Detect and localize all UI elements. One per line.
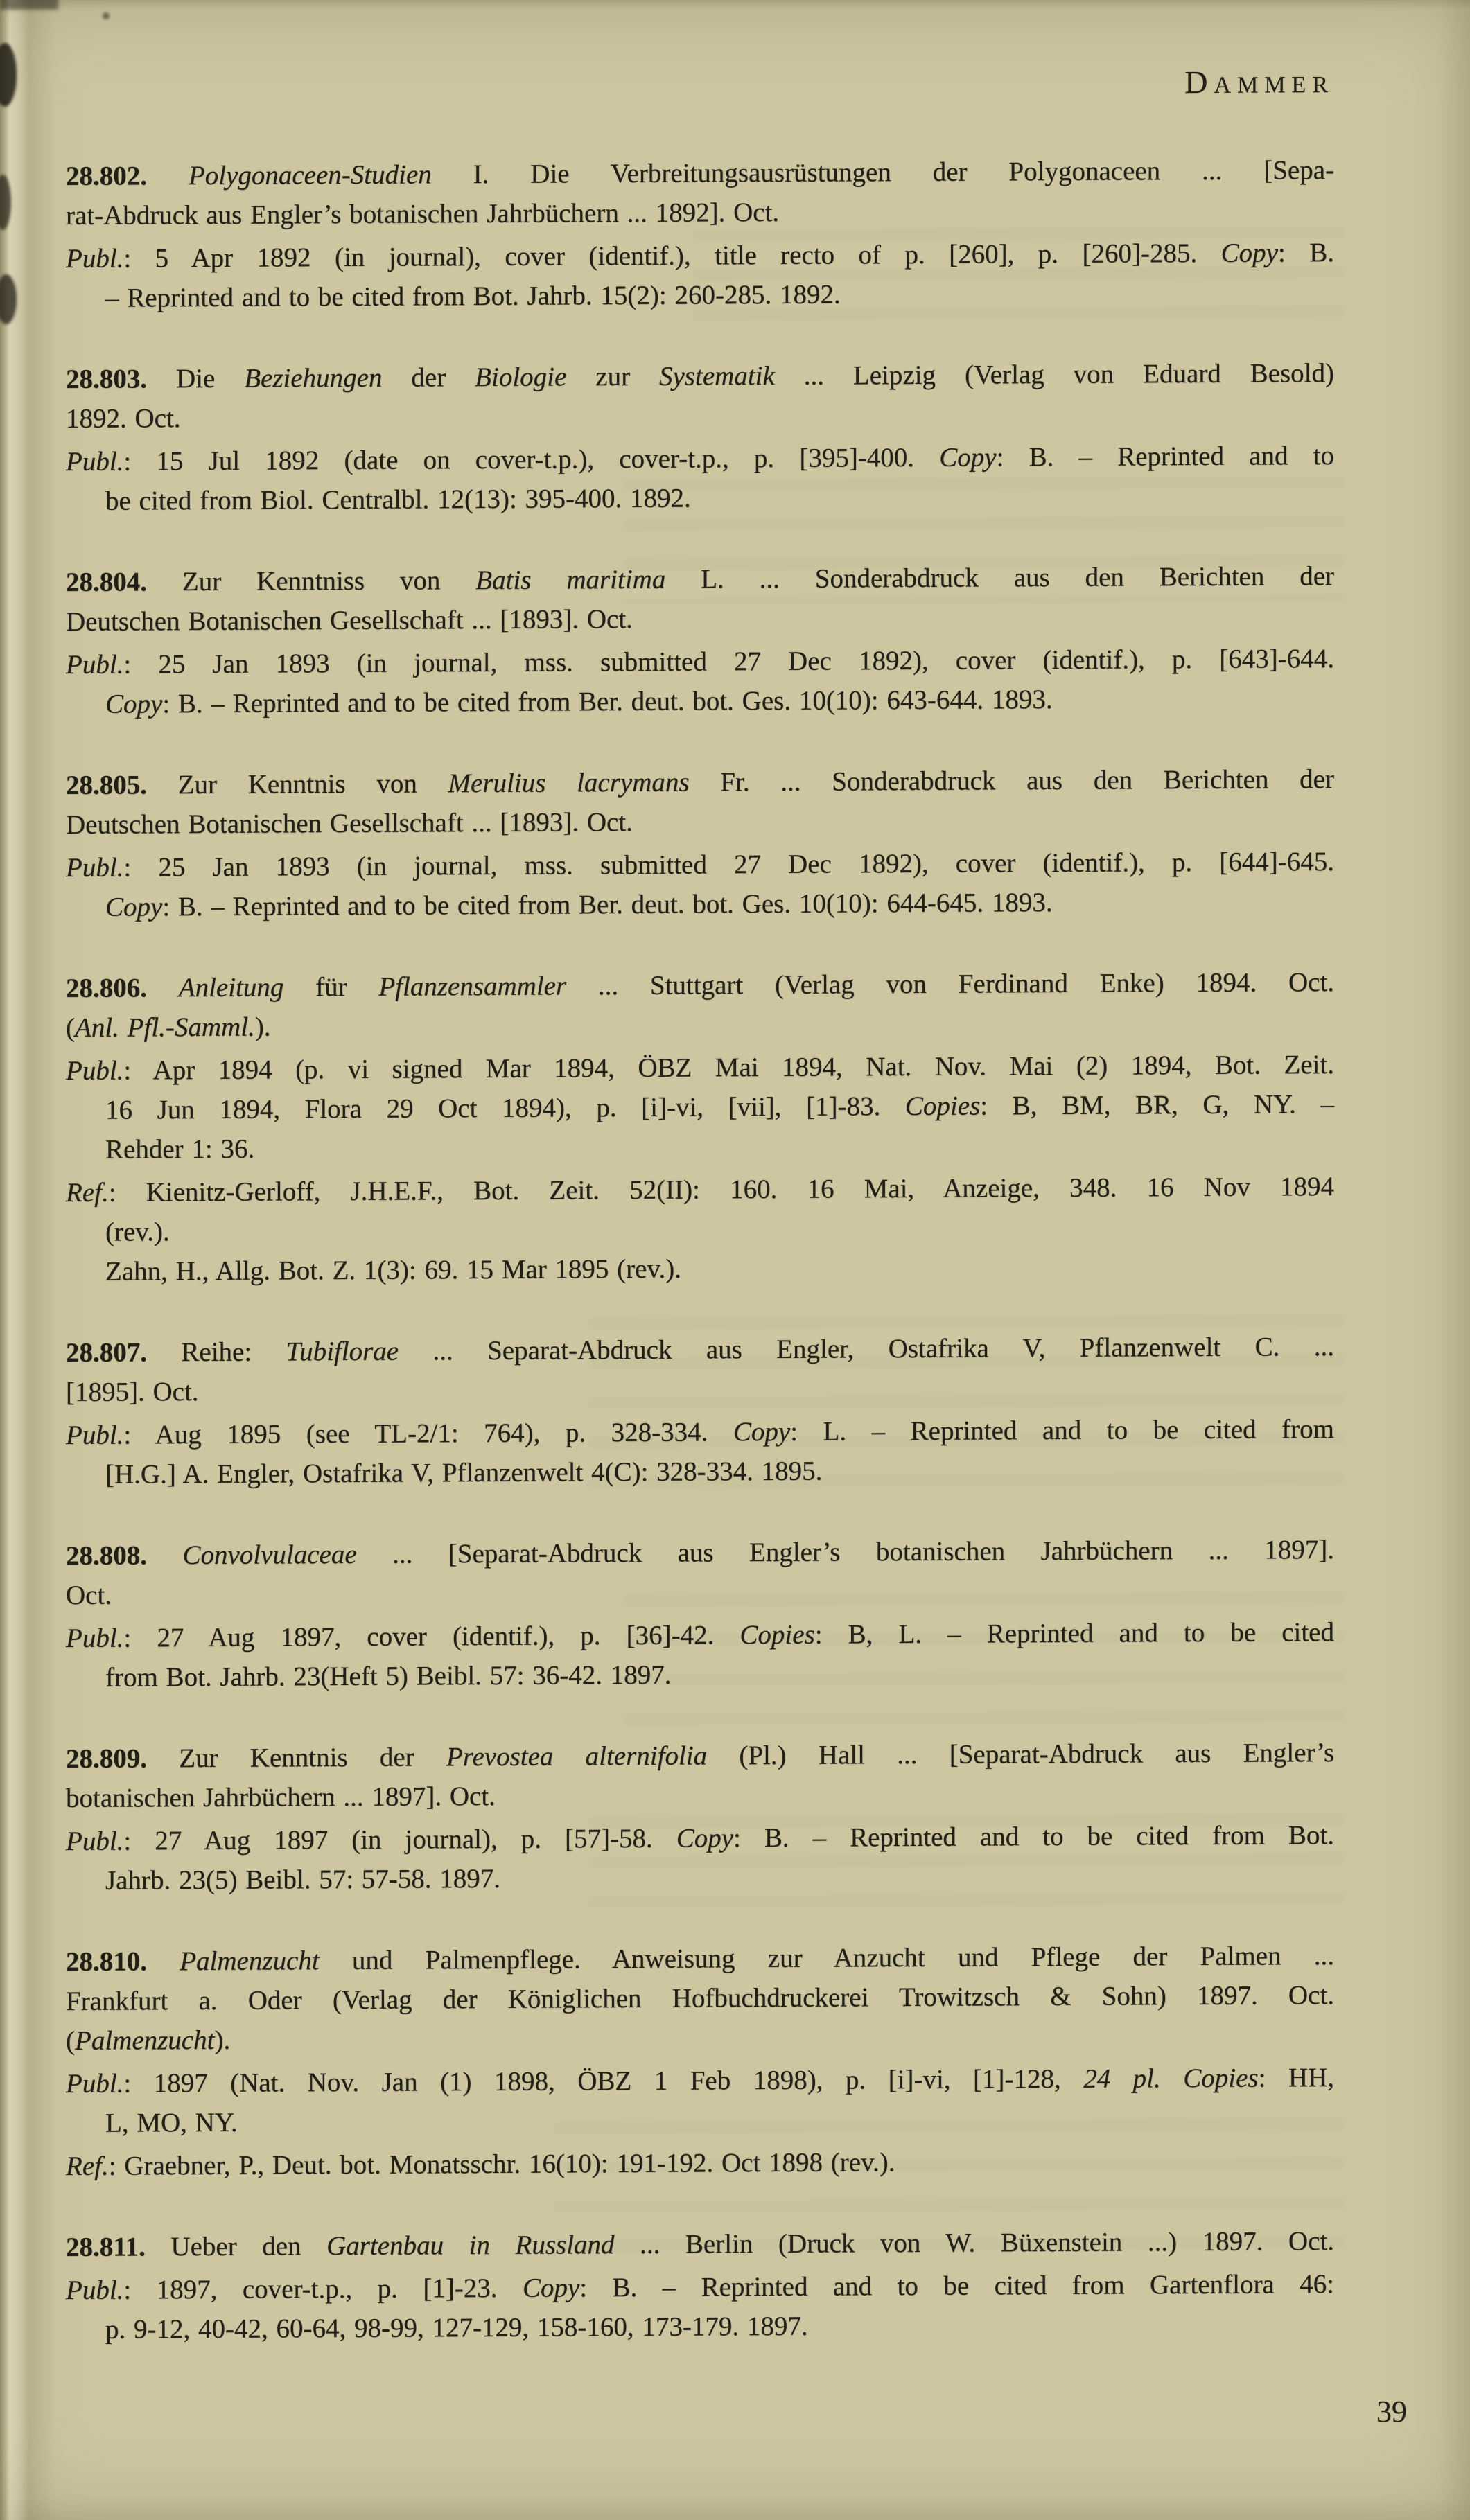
entries	[66, 150, 1334, 2350]
text-line: Oct.	[66, 1580, 112, 1610]
entry-28.804	[66, 556, 1334, 724]
text-line: rat-Abdruck aus Engler’s botanischen Jahrbüchern ... 1892]. Oct.	[66, 197, 780, 231]
text-line: 28.802. Polygonaceen-Studien I. Die Verbreitungsausrüstungen der Polygonaceen ... [Sepa-	[66, 155, 1334, 191]
paragraph	[66, 1530, 1334, 1615]
paragraph	[66, 639, 1334, 724]
text-line: Deutschen Botanischen Gesellschaft ... [1893]. Oct.	[66, 604, 633, 637]
paragraph	[66, 233, 1334, 318]
entry-28.803	[66, 353, 1334, 521]
text-line: Jahrb. 23(5) Beibl. 57: 57-58. 1897.	[105, 1863, 501, 1896]
entry-28.809	[66, 1733, 1334, 1901]
paragraph	[66, 1327, 1334, 1412]
text-line: botanischen Jahrbüchern ... 1897]. Oct.	[66, 1781, 496, 1813]
text-line: 28.808. Convolvulaceae ... [Separat-Abdruck aus Engler’s botanischen Jahrbüchern ... 1897].	[66, 1535, 1334, 1571]
text-line: (Palmenzucht).	[66, 2025, 231, 2056]
entry-28.810	[66, 1936, 1334, 2186]
paragraph	[66, 1409, 1334, 1495]
text-line: Ref.: Graebner, P., Deut. bot. Monatsschr. 16(10): 191-192. Oct 1898 (rev.).	[66, 2147, 895, 2181]
text-line: Publ.: 15 Jul 1892 (date on cover-t.p.), cover-t.p., p. [395]-400. Copy: B. – Reprinted and to	[66, 441, 1334, 477]
text-line: 28.807. Reihe: Tubiflorae ... Separat-Abdruck aus Engler, Ostafrika V, Pflanzenwelt C. ...	[66, 1332, 1335, 1368]
paragraph	[66, 1167, 1334, 1292]
text-line: 28.811. Ueber den Gartenbau in Russland ... Berlin (Druck von W. Büxenstein ...) 1897. Oct.	[66, 2226, 1334, 2262]
text-line: Publ.: 1897, cover-t.p., p. [1]-23. Copy: B. – Reprinted and to be cited from Gartenflora 46:	[66, 2269, 1334, 2305]
text-line: 28.809. Zur Kenntnis der Prevostea alternifolia (Pl.) Hall ... [Separat-Abdruck aus Engler’s	[66, 1738, 1335, 1774]
paragraph	[66, 2140, 1334, 2186]
ink-smudge	[0, 43, 17, 107]
paragraph	[66, 962, 1334, 1048]
paragraph	[66, 150, 1334, 236]
ink-smudge	[0, 0, 58, 10]
entry-28.811	[66, 2221, 1334, 2350]
entry-28.808	[66, 1530, 1334, 1698]
text-line: Publ.: 25 Jan 1893 (in journal, mss. submitted 27 Dec 1892), cover (identif.), p. [644]-645.	[66, 847, 1334, 883]
text-line: [1895]. Oct.	[66, 1377, 199, 1407]
running-head: DAMMER	[1184, 64, 1334, 100]
text-line: Publ.: 27 Aug 1897 (in journal), p. [57]-58. Copy: B. – Reprinted and to be cited from Bot.	[66, 1820, 1335, 1856]
text-line: Copy: B. – Reprinted and to be cited from Ber. deut. bot. Ges. 10(10): 643-644. 1893.	[105, 685, 1053, 719]
text-line: 28.805. Zur Kenntnis von Merulius lacrymans Fr. ... Sonderabdruck aus den Berichten der	[66, 764, 1334, 800]
entry-28.806	[66, 962, 1334, 1292]
text-line: 28.803. Die Beziehungen der Biologie zur Systematik ... Leipzig (Verlag von Eduard Besold)	[66, 358, 1335, 394]
ink-smudge	[0, 175, 11, 230]
text-line: L, MO, NY.	[105, 2107, 238, 2138]
text-line: p. 9-12, 40-42, 60-64, 98-99, 127-129, 158-160, 173-179. 1897.	[105, 2311, 808, 2345]
text-line: Publ.: 27 Aug 1897, cover (identif.), p. [36]-42. Copies: B, L. – Reprinted and to be cited	[66, 1617, 1334, 1653]
text-line: Deutschen Botanischen Gesellschaft ... [1893]. Oct.	[66, 807, 633, 840]
text-line: Publ.: 1897 (Nat. Nov. Jan (1) 1898, ÖBZ 1 Feb 1898), p. [i]-vi, [1]-128, 24 pl. Copies: HH,	[66, 2063, 1335, 2099]
paragraph	[66, 759, 1334, 845]
text-line: 28.806. Anleitung für Pflanzensammler ... Stuttgart (Verlag von Ferdinand Enke) 1894. Oct.	[66, 967, 1335, 1003]
text-line: Publ.: Apr 1894 (p. vi signed Mar 1894, ÖBZ Mai 1894, Nat. Nov. Mai (2) 1894, Bot. Zeit.	[66, 1050, 1334, 1086]
text-line: (rev.).	[105, 1217, 170, 1247]
paragraph	[66, 1936, 1334, 2061]
text-line: Publ.: 5 Apr 1892 (in journal), cover (identif.), title recto of p. [260], p. [260]-285. Copy: B.	[66, 238, 1334, 274]
paragraph	[66, 2058, 1334, 2143]
paragraph	[66, 1612, 1334, 1698]
text-line: Rehder 1: 36.	[105, 1134, 255, 1165]
entry-28.807	[66, 1327, 1334, 1495]
paragraph	[66, 353, 1334, 439]
text-line: Ref.: Kienitz-Gerloff, J.H.E.F., Bot. Zeit. 52(II): 160. 16 Mai, Anzeige, 348. 16 Nov 1894	[66, 1172, 1334, 1208]
paragraph	[66, 1045, 1334, 1170]
ink-speck	[103, 12, 110, 19]
paragraph	[66, 2221, 1334, 2267]
text-line: – Reprinted and to be cited from Bot. Jahrb. 15(2): 260-285. 1892.	[105, 279, 841, 313]
page-number: 39	[1376, 2395, 1407, 2429]
text-line: Frankfurt a. Oder (Verlag der Königlichen Hofbuchdruckerei Trowitzsch & Sohn) 1897. Oct.	[66, 1980, 1334, 2016]
paragraph	[66, 2264, 1334, 2350]
text-line: Publ.: 25 Jan 1893 (in journal, mss. submitted 27 Dec 1892), cover (identif.), p. [643]-644.	[66, 644, 1334, 680]
paragraph	[66, 1733, 1334, 1818]
text-line: 28.810. Palmenzucht und Palmenpflege. Anweisung zur Anzucht und Pflege der Palmen ...	[66, 1941, 1335, 1977]
text-line: 1892. Oct.	[66, 403, 181, 434]
ink-smudge	[0, 274, 17, 324]
text-line: (Anl. Pfl.-Samml.).	[66, 1012, 271, 1043]
paragraph	[66, 556, 1334, 642]
text-line: Zahn, H., Allg. Bot. Z. 1(3): 69. 15 Mar 1895 (rev.).	[105, 1253, 681, 1287]
text-line: from Bot. Jahrb. 23(Heft 5) Beibl. 57: 36-42. 1897.	[105, 1659, 672, 1693]
entry-28.802	[66, 150, 1334, 318]
text-line: be cited from Biol. Centralbl. 12(13): 395-400. 1892.	[105, 483, 691, 516]
paragraph	[66, 436, 1334, 521]
text-line: [H.G.] A. Engler, Ostafrika V, Pflanzenwelt 4(C): 328-334. 1895.	[105, 1456, 823, 1490]
text-line: 16 Jun 1894, Flora 29 Oct 1894), p. [i]-vi, [vii], [1]-83. Copies: B, BM, BR, G, NY. –	[105, 1089, 1334, 1125]
text-line: Publ.: Aug 1895 (see TL-2/1: 764), p. 328-334. Copy: L. – Reprinted and to be cited from	[66, 1414, 1334, 1450]
paragraph	[66, 1815, 1334, 1901]
text-line: Copy: B. – Reprinted and to be cited from Ber. deut. bot. Ges. 10(10): 644-645. 1893.	[105, 888, 1053, 922]
text-line: 28.804. Zur Kenntniss von Batis maritima L. ... Sonderabdruck aus den Berichten der	[66, 561, 1335, 597]
paragraph	[66, 842, 1334, 927]
entry-28.805	[66, 759, 1334, 927]
